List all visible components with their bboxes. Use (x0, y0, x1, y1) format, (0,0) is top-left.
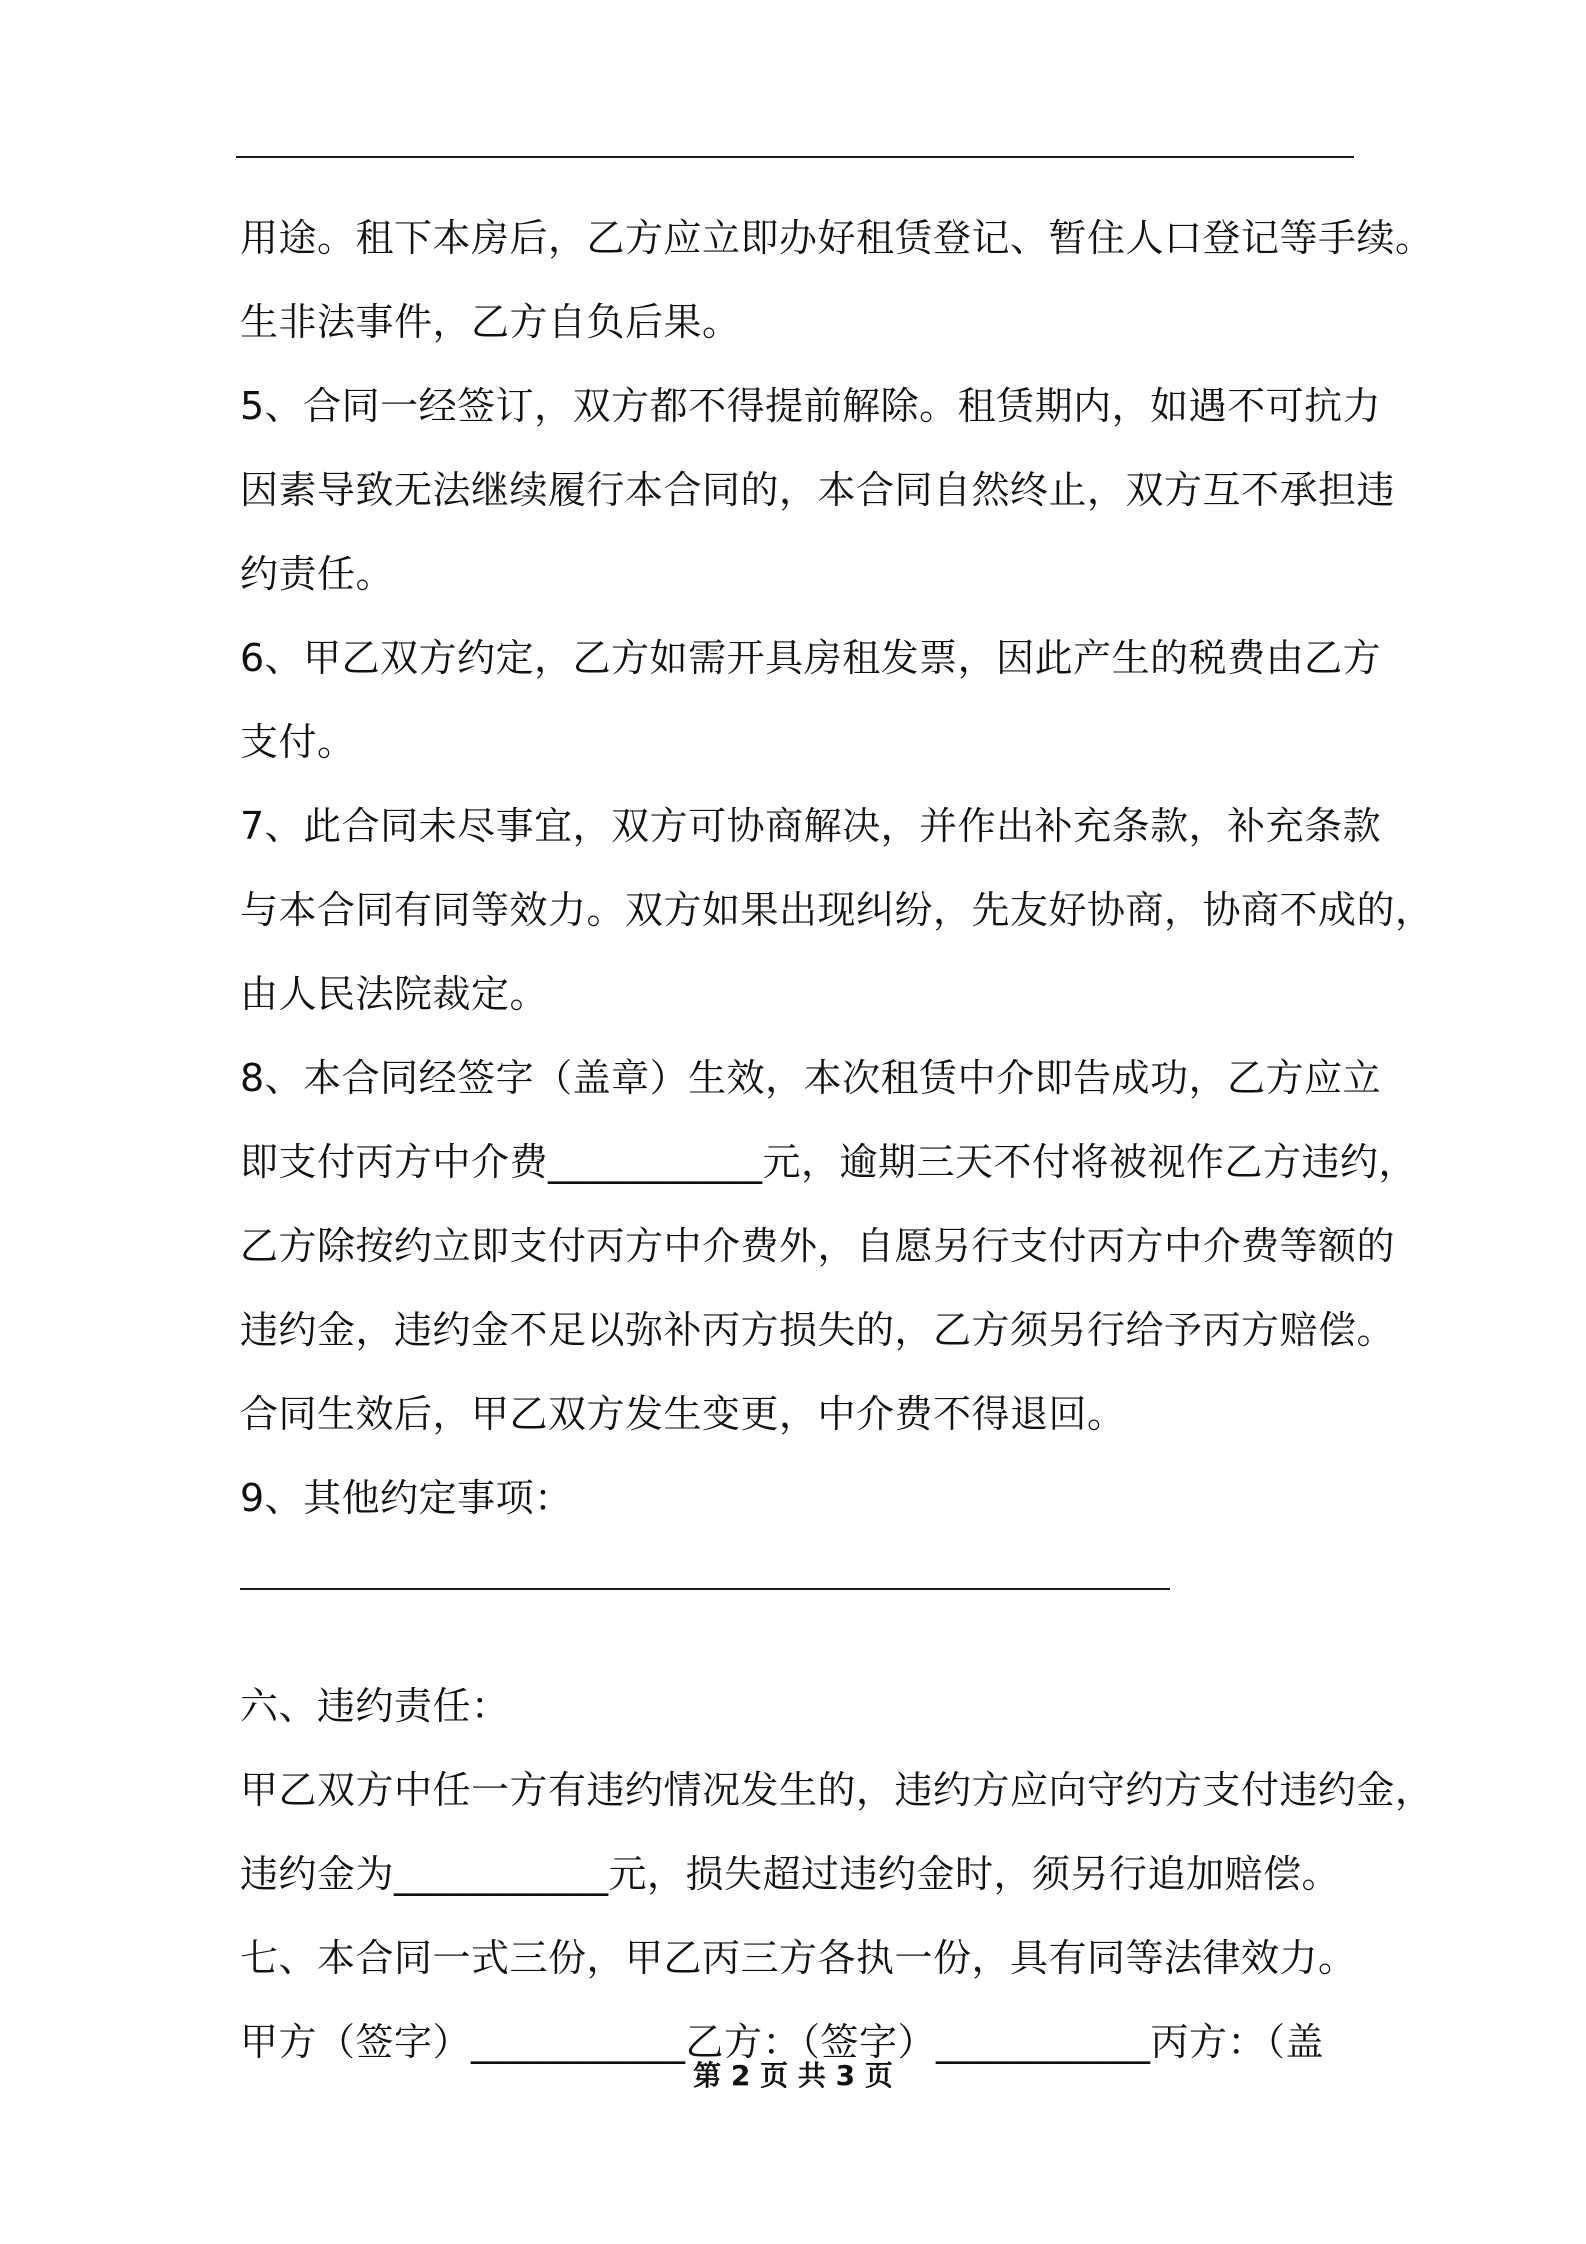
clause-8: 8、本合同经签字（盖章）生效，本次租赁中介即告成功，乙方应立 (240, 1056, 1382, 1100)
contract-body (240, 196, 1434, 2084)
section-heading-breach: 六、违约责任： (240, 1684, 510, 1728)
blank-space (240, 1540, 1390, 1664)
text-line: 违约金，违约金不足以弥补丙方损失的，乙方须另行给予丙方赔偿。 (240, 1308, 1396, 1352)
text-line: 生非法事件，乙方自负后果。 (240, 300, 741, 344)
clause-6: 6、甲乙双方约定，乙方如需开具房租发票，因此产生的税费由乙方 (240, 636, 1382, 680)
text-line: 约责任。 (240, 552, 395, 596)
text-line: 乙方除按约立即支付丙方中介费外，自愿另行支付丙方中介费等额的 (240, 1224, 1396, 1268)
section-copies: 七、本合同一式三份，甲乙丙三方各执一份，具有同等法律效力。 (240, 1936, 1357, 1980)
text-line: 违约金为___________元，损失超过违约金时，须另行追加赔偿。 (240, 1852, 1341, 1896)
other-terms-blank-line (240, 1588, 1170, 1590)
text-line: 即支付丙方中介费___________元，逾期三天不付将被视作乙方违约， (240, 1140, 1418, 1184)
text-line: 用途。租下本房后，乙方应立即办好租赁登记、暂住人口登记等手续。 (240, 216, 1434, 260)
page-indicator: 第 2 页 共 3 页 (693, 2059, 893, 2092)
text-line: 支付。 (240, 720, 356, 764)
text-line: 与本合同有同等效力。双方如果出现纠纷，先友好协商，协商不成的， (240, 888, 1434, 932)
text-line: 甲乙双方中任一方有违约情况发生的，违约方应向守约方支付违约金， (240, 1768, 1434, 1812)
clause-9: 9、其他约定事项： (240, 1476, 573, 1520)
text-line: 合同生效后，甲乙双方发生变更，中介费不得退回。 (240, 1392, 1126, 1436)
clause-5: 5、合同一经签订，双方都不得提前解除。租赁期内，如遇不可抗力 (240, 384, 1382, 428)
clause-7: 7、此合同未尽事宜，双方可协商解决，并作出补充条款，补充条款 (240, 804, 1382, 848)
text-line: 因素导致无法继续履行本合同的，本合同自然终止，双方互不承担违 (240, 468, 1396, 512)
header-rule (236, 156, 1354, 158)
signature-line: 甲方（签字）___________乙方：（签字）___________丙方：（盖 (240, 2020, 1325, 2064)
text-line: 由人民法院裁定。 (240, 972, 549, 1016)
